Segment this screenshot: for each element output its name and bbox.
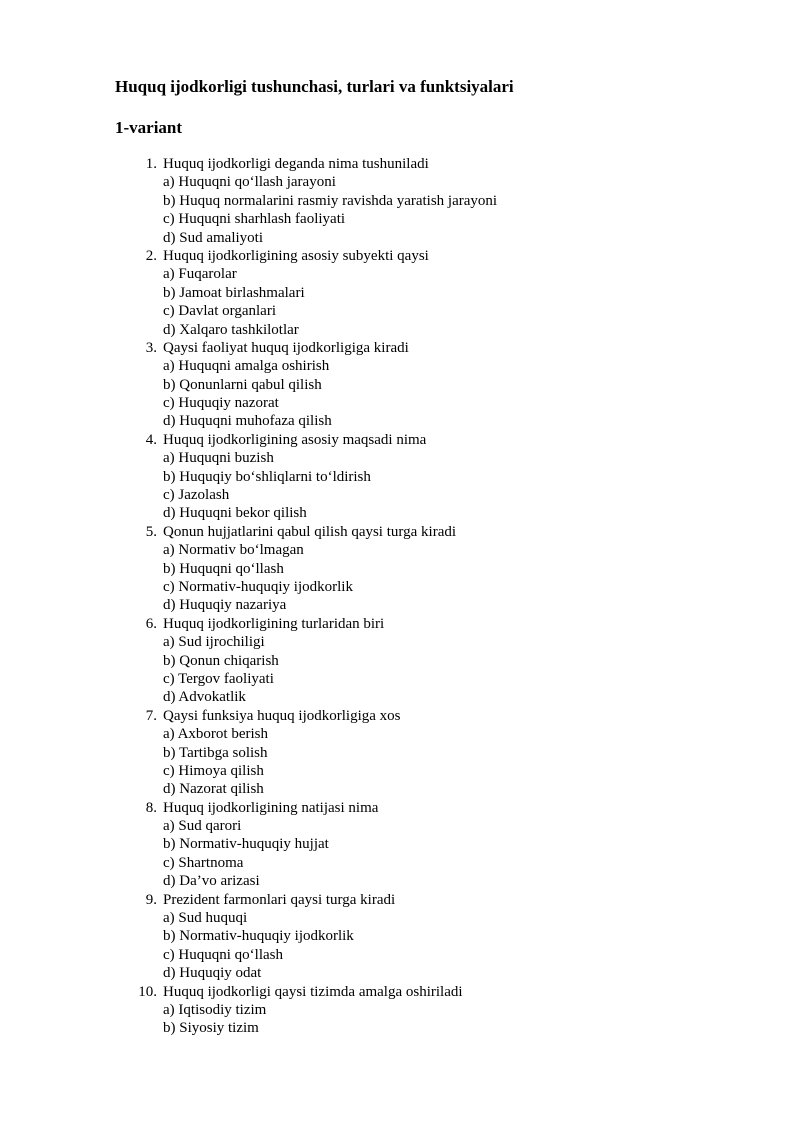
- question-line: [0, 431, 800, 449]
- question-number: 1.: [145, 156, 157, 172]
- answer-option: b) Huquq normalarini rasmiy ravishda yaratish jarayoni: [163, 192, 498, 209]
- answer-option: b) Normativ-huquqiy ijodkorlik: [163, 928, 354, 945]
- answer-option: d) Xalqaro tashkilotlar: [163, 321, 299, 338]
- question-text: Huquq ijodkorligi qaysi tizimda amalga oshiriladi: [163, 983, 463, 1000]
- question-text: Huquq ijodkorligi deganda nima tushuniladi: [163, 156, 429, 172]
- answer-option: b) Qonun chiqarish: [163, 652, 279, 669]
- answer-option: c) Shartnoma: [163, 854, 244, 871]
- answer-option: b) Normativ-huquqiy hujjat: [163, 836, 329, 853]
- question-line: [0, 247, 800, 265]
- question-item: [0, 431, 800, 523]
- answer-option: b) Huquqiy bo‘shliqlarni to‘ldirish: [163, 468, 371, 485]
- question-line: [0, 155, 800, 173]
- question-item: [0, 615, 800, 707]
- answer-option: a) Fuqarolar: [163, 266, 237, 283]
- answer-option: d) Huquqni muhofaza qilish: [163, 413, 332, 430]
- question-item: [0, 799, 800, 891]
- question-number: 9.: [145, 891, 157, 908]
- answer-option: c) Huquqni qo‘llash: [163, 946, 283, 963]
- answer-option: c) Normativ-huquqiy ijodkorlik: [163, 578, 353, 595]
- answer-option: d) Huquqni bekor qilish: [163, 505, 307, 522]
- question-text: Qaysi faoliyat huquq ijodkorligiga kiradi: [163, 339, 409, 356]
- answer-option: b) Qonunlarni qabul qilish: [163, 376, 322, 393]
- question-item: [0, 339, 800, 431]
- answer-option: a) Huquqni buzish: [163, 450, 274, 467]
- question-list: [0, 155, 800, 1038]
- answer-option: a) Iqtisodiy tizim: [163, 1001, 267, 1018]
- question-number: 5.: [145, 523, 157, 540]
- answer-option: d) Sud amaliyoti: [163, 229, 263, 246]
- question-line: [0, 615, 800, 633]
- question-line: [0, 707, 800, 725]
- question-line: [0, 799, 800, 817]
- question-item: [0, 707, 800, 799]
- question-item: [0, 891, 800, 983]
- answer-option: a) Sud qarori: [163, 818, 242, 835]
- answer-option: c) Huquqiy nazorat: [163, 395, 279, 412]
- answer-option: a) Huquqni qo‘llash jarayoni: [163, 174, 336, 191]
- answer-option: c) Himoya qilish: [163, 762, 264, 779]
- answer-option: c) Davlat organlari: [163, 303, 277, 320]
- question-number: 3.: [145, 339, 157, 356]
- answer-option: d) Advokatlik: [163, 689, 246, 706]
- answer-option: c) Jazolash: [163, 487, 230, 504]
- question-text: Prezident farmonlari qaysi turga kiradi: [163, 891, 396, 908]
- answer-option: d) Huquqiy odat: [163, 965, 262, 982]
- answer-option: b) Siyosiy tizim: [163, 1020, 259, 1037]
- question-number: 7.: [145, 707, 157, 724]
- question-number: 2.: [145, 247, 157, 264]
- question-line: [0, 339, 800, 357]
- question-number: 10.: [138, 983, 157, 1000]
- answer-option: a) Sud huquqi: [163, 910, 248, 927]
- question-item: [0, 983, 800, 1038]
- answer-option: b) Tartibga solish: [163, 744, 268, 761]
- question-item: [0, 523, 800, 615]
- answer-option: a) Normativ bo‘lmagan: [163, 542, 304, 559]
- answer-option: d) Nazorat qilish: [163, 781, 264, 798]
- question-item: [0, 155, 800, 247]
- question-item: [0, 247, 800, 339]
- answer-option: b) Jamoat birlashmalari: [163, 284, 305, 301]
- question-number: 6.: [145, 615, 157, 632]
- question-number: 4.: [145, 431, 157, 448]
- question-line: [0, 523, 800, 541]
- answer-option: a) Huquqni amalga oshirish: [163, 358, 330, 375]
- question-text: Qonun hujjatlarini qabul qilish qaysi turga kiradi: [163, 523, 457, 540]
- question-text: Qaysi funksiya huquq ijodkorligiga xos: [163, 707, 401, 724]
- question-text: Huquq ijodkorligining natijasi nima: [163, 799, 379, 816]
- answer-option: d) Huquqiy nazariya: [163, 597, 287, 614]
- question-number: 8.: [145, 799, 157, 816]
- answer-option: c) Tergov faoliyati: [163, 670, 274, 687]
- question-text: Huquq ijodkorligining turlaridan biri: [163, 615, 385, 632]
- variant-heading: 1-variant: [115, 118, 183, 137]
- answer-option: a) Axborot berish: [163, 726, 268, 743]
- question-line: [0, 891, 800, 909]
- answer-option: c) Huquqni sharhlash faoliyati: [163, 211, 346, 228]
- answer-option: a) Sud ijrochiligi: [163, 634, 265, 651]
- question-line: [0, 983, 800, 1001]
- answer-option: d) Da’vo arizasi: [163, 873, 260, 890]
- question-text: Huquq ijodkorligining asosiy maqsadi nima: [163, 431, 427, 448]
- question-text: Huquq ijodkorligining asosiy subyekti qaysi: [163, 247, 429, 264]
- document-title: Huquq ijodkorligi tushunchasi, turlari va funktsiyalari: [115, 77, 514, 96]
- answer-option: b) Huquqni qo‘llash: [163, 560, 284, 577]
